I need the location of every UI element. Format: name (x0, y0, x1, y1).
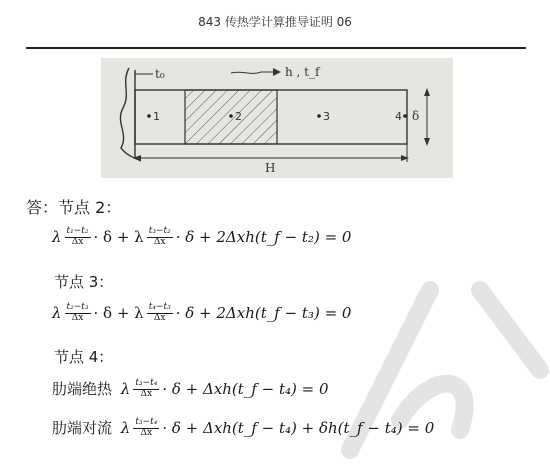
eq2-frac1-num: t₁−t₂ (66, 226, 89, 236)
node-3-dot (317, 114, 321, 118)
eq4b-prefix: 肋端对流 (52, 419, 113, 437)
eq3-frac1-num: t₂−t₃ (66, 302, 89, 312)
eq3-tail: · δ + 2Δxh(t_f − t₃) = 0 (175, 304, 352, 323)
node-1-label: 1 (153, 110, 160, 123)
eq4a-prefix: 肋端绝热 (52, 380, 113, 398)
equation-node-4-adiabatic (52, 378, 329, 399)
node-3-heading: 节点 3： (54, 273, 114, 291)
eq4a-frac-den: Δx (140, 388, 153, 399)
fin-sketch (101, 58, 453, 178)
eq3-lambda: λ (52, 304, 62, 323)
eq4b-frac (133, 418, 159, 439)
eq2-frac1-den: Δx (71, 236, 84, 247)
label-h-tf: h , t_f (285, 65, 320, 79)
eq4a-lambda: λ (120, 380, 131, 398)
eq4b-tail: · δ + Δxh(t_f − t₄) + δh(t_f − t₄) = 0 (162, 419, 435, 437)
eq4b-lambda: λ (120, 419, 131, 437)
eq4b-frac-den: Δx (140, 427, 153, 438)
eq4a-tail: · δ + Δxh(t_f − t₄) = 0 (162, 380, 329, 398)
wall-outline (120, 68, 141, 161)
node-3-label: 3 (323, 110, 330, 123)
node-1-dot (147, 114, 151, 118)
node-4-label: 4 (395, 110, 402, 123)
answer-heading: 答：节点 2： (26, 198, 122, 217)
equation-node-3 (52, 303, 351, 324)
eq4a-frac (133, 379, 159, 400)
eq3-mid: · δ + λ (93, 304, 144, 323)
fin-sketch-photo (101, 58, 453, 178)
eq2-tail: · δ + 2Δxh(t_f − t₂) = 0 (175, 228, 352, 247)
eq3-frac1-den: Δx (71, 312, 84, 323)
eq3-frac-1 (65, 303, 91, 324)
eq3-frac2-den: Δx (153, 312, 166, 323)
eq4b-frac-num: t₃−t₄ (135, 416, 158, 427)
header-rule (26, 47, 526, 49)
node-4-dot (403, 114, 407, 118)
node-2-label: 2 (235, 110, 242, 123)
node-2-dot (229, 114, 233, 118)
eq3-frac-2 (147, 303, 173, 324)
eq2-frac-1 (65, 227, 91, 248)
label-t0: t₀ (155, 67, 165, 81)
node-4-heading: 节点 4： (54, 348, 114, 366)
equation-node-4-convective (52, 417, 434, 438)
eq2-lambda: λ (52, 228, 62, 247)
eq2-frac-2 (147, 227, 173, 248)
eq2-frac2-den: Δx (153, 236, 166, 247)
eq2-frac2-num: t₃−t₂ (148, 226, 171, 236)
eq3-frac2-num: t₄−t₃ (148, 302, 171, 312)
equation-node-2 (52, 227, 351, 248)
label-delta: δ (412, 109, 420, 123)
eq2-mid: · δ + λ (93, 228, 144, 247)
label-H: H (265, 161, 276, 175)
page-header: 843 传热学计算推导证明 06 (198, 15, 352, 29)
eq4a-frac-num: t₃−t₄ (135, 377, 158, 388)
